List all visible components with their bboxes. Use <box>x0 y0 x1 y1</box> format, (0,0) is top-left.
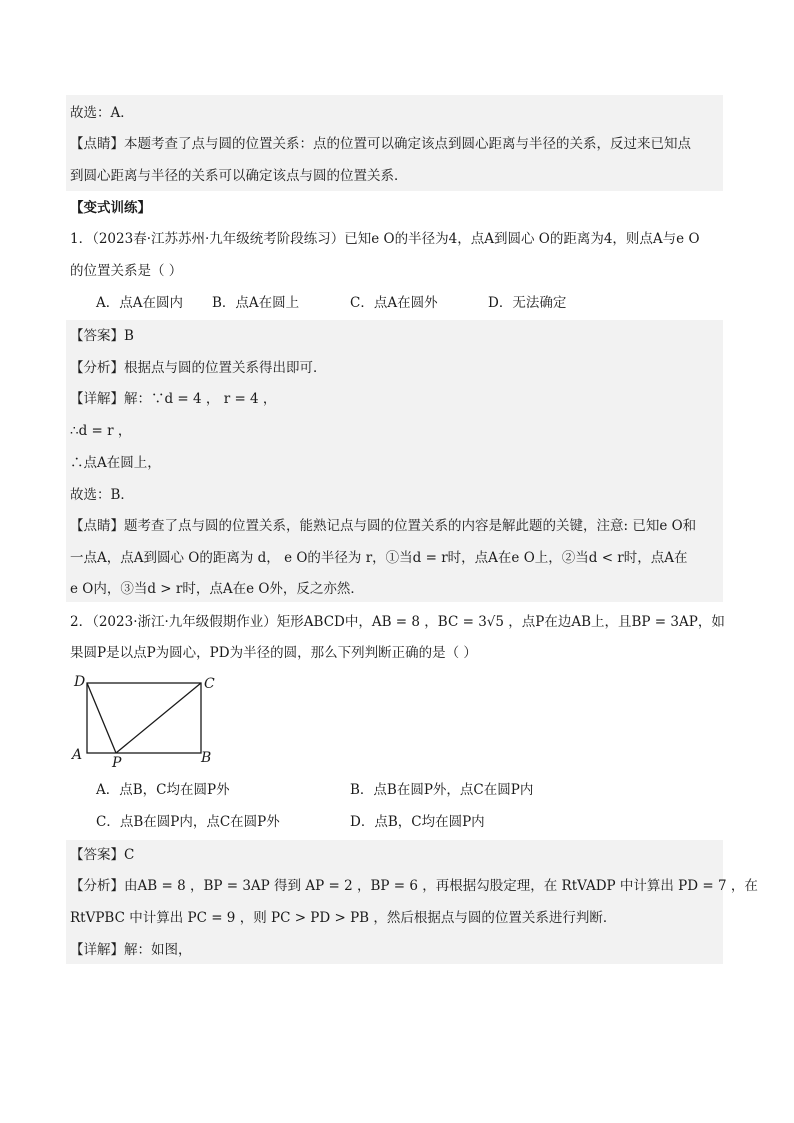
q1-stem-line-2: 的位置关系是（ ） <box>70 263 183 279</box>
label-b: B <box>201 750 212 766</box>
q1-detail-6: 一点A，点A到圆心 O的距离为 d， e O的半径为 r，①当d = r时，点A在e O上，②当d < r时，点A在 <box>70 550 688 566</box>
q1-choice-a: A．点A在圆内 <box>96 295 183 311</box>
segment-pc <box>116 683 201 753</box>
q1-detail-7: e O内，③当d > r时，点A在e O外，反之亦然． <box>70 581 364 597</box>
block1-line-3: 到圆心距离与半径的关系可以确定该点与圆的位置关系． <box>70 168 408 184</box>
q1-answer: 【答案】B <box>70 328 134 344</box>
rectangle-figure <box>70 672 230 772</box>
q2-choice-a: A．点B，C均在圆P外 <box>96 782 230 798</box>
section-title: 【变式训练】 <box>70 200 151 216</box>
q1-stem-line-1: 1．（2023春·江苏苏州·九年级统考阶段练习）已知e O的半径为4，点A到圆心 O的距离为4，则点A与e O <box>70 231 700 247</box>
q2-analysis-1: 【分析】由AB = 8 ，BP = 3AP 得到 AP = 2 ，BP = 6 ，再根据勾股定理，在 RtVADP 中计算出 PD = 7 ，在 <box>70 878 758 894</box>
q2-answer: 【答案】C <box>70 847 135 863</box>
q1-choice-c: C．点A在圆外 <box>350 295 438 311</box>
q2-detail: 【详解】解：如图， <box>70 942 192 958</box>
q1-detail-4: 故选：B． <box>70 487 134 503</box>
q1-detail-3: ∴点A在圆上， <box>70 455 161 471</box>
q1-detail-2: ∴d = r ， <box>70 423 132 439</box>
label-p: P <box>112 755 122 771</box>
q2-choice-b: B．点B在圆P外，点C在圆P内 <box>350 782 534 798</box>
label-a: A <box>72 747 83 763</box>
q2-choice-c: C．点B在圆P内，点C在圆P外 <box>96 814 280 830</box>
label-c: C <box>204 676 215 692</box>
q2-stem-line-2: 果圆P是以点P为圆心，PD为半径的圆，那么下列判断正确的是（ ） <box>70 645 477 661</box>
q2-choice-d: D．点B，C均在圆P内 <box>350 814 485 830</box>
q1-choice-d: D．无法确定 <box>488 295 567 311</box>
q1-detail-5: 【点睛】题考查了点与圆的位置关系，能熟记点与圆的位置关系的内容是解此题的关键，注意: 已知e O和 <box>70 518 697 534</box>
q2-analysis-2: RtVPBC 中计算出 PC = 9 ，则 PC > PD > PB ，然后根据点与圆的位置关系进行判断． <box>70 910 617 926</box>
rectangle-abcd <box>87 683 201 753</box>
label-d: D <box>74 674 86 690</box>
q1-choice-b: B．点A在圆上 <box>212 295 300 311</box>
segment-pd <box>87 683 116 753</box>
q2-stem-line-1: 2．（2023·浙江·九年级假期作业）矩形ABCD中，AB = 8 ，BC = 3√5 ，点P在边AB上，且BP = 3AP，如 <box>70 614 725 630</box>
block1-line-1: 故选：A． <box>70 105 134 121</box>
block1-line-2: 【点睛】本题考查了点与圆的位置关系：点的位置可以确定该点到圆心距离与半径的关系，反过来已知点 <box>70 136 691 152</box>
q1-detail-1: 【详解】解：∵d = 4 ， r = 4 ， <box>70 391 277 407</box>
q1-analysis: 【分析】根据点与圆的位置关系得出即可． <box>70 360 327 376</box>
